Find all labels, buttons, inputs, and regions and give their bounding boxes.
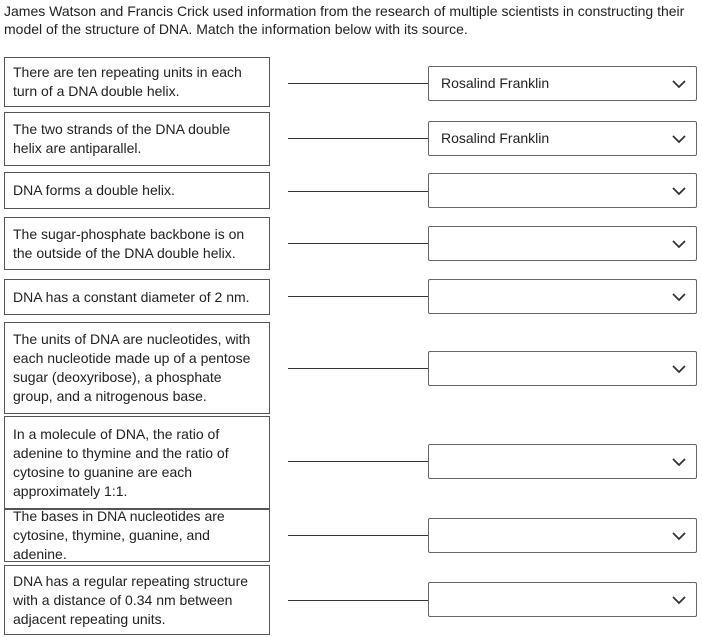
chevron-down-icon <box>672 594 686 605</box>
connector-line <box>288 191 428 192</box>
source-dropdown[interactable] <box>428 351 697 386</box>
connector-line <box>288 138 428 139</box>
connector-line <box>288 296 428 297</box>
source-dropdown[interactable] <box>428 582 697 617</box>
statement-box: There are ten repeating units in each turn of a DNA double helix. <box>4 57 270 107</box>
chevron-down-icon <box>672 456 686 467</box>
connector-line <box>288 243 428 244</box>
chevron-down-icon <box>672 78 686 89</box>
chevron-down-icon <box>672 133 686 144</box>
chevron-down-icon <box>672 238 686 249</box>
statement-box: DNA has a constant diameter of 2 nm. <box>4 279 270 315</box>
dropdown-value: Rosalind Franklin <box>441 75 550 91</box>
connector-line <box>288 461 428 462</box>
instructions-text: James Watson and Francis Crick used information from the research of multiple scientists in constructing their model of the structure of DNA. Match the information below with its source. <box>4 3 685 37</box>
statement-box: DNA has a regular repeating structure with a distance of 0.34 nm between adjacent repeating units. <box>4 565 270 635</box>
connector-line <box>288 600 428 601</box>
connector-line <box>288 368 428 369</box>
statement-box: In a molecule of DNA, the ratio of adenine to thymine and the ratio of cytosine to guanine are each approximately 1:1. <box>4 416 270 509</box>
source-dropdown[interactable] <box>428 66 697 101</box>
source-dropdown[interactable] <box>428 279 697 314</box>
connector-line <box>288 83 428 84</box>
source-dropdown[interactable] <box>428 226 697 261</box>
statement-box: The two strands of the DNA double helix are antiparallel. <box>4 112 270 166</box>
chevron-down-icon <box>672 291 686 302</box>
chevron-down-icon <box>672 530 686 541</box>
dropdown-value: Rosalind Franklin <box>441 130 550 146</box>
statement-box: The bases in DNA nucleotides are cytosine, thymine, guanine, and adenine. <box>4 509 270 562</box>
connector-line <box>288 535 428 536</box>
source-dropdown[interactable] <box>428 173 697 208</box>
source-dropdown[interactable] <box>428 121 697 156</box>
statement-box: The units of DNA are nucleotides, with each nucleotide made up of a pentose sugar (deoxyribose), a phosphate group, and a nitrogenous base. <box>4 322 270 414</box>
source-dropdown[interactable] <box>428 518 697 553</box>
chevron-down-icon <box>672 363 686 374</box>
source-dropdown[interactable] <box>428 444 697 479</box>
chevron-down-icon <box>672 185 686 196</box>
statement-box: DNA forms a double helix. <box>4 172 270 209</box>
statement-box: The sugar-phosphate backbone is on the outside of the DNA double helix. <box>4 217 270 270</box>
